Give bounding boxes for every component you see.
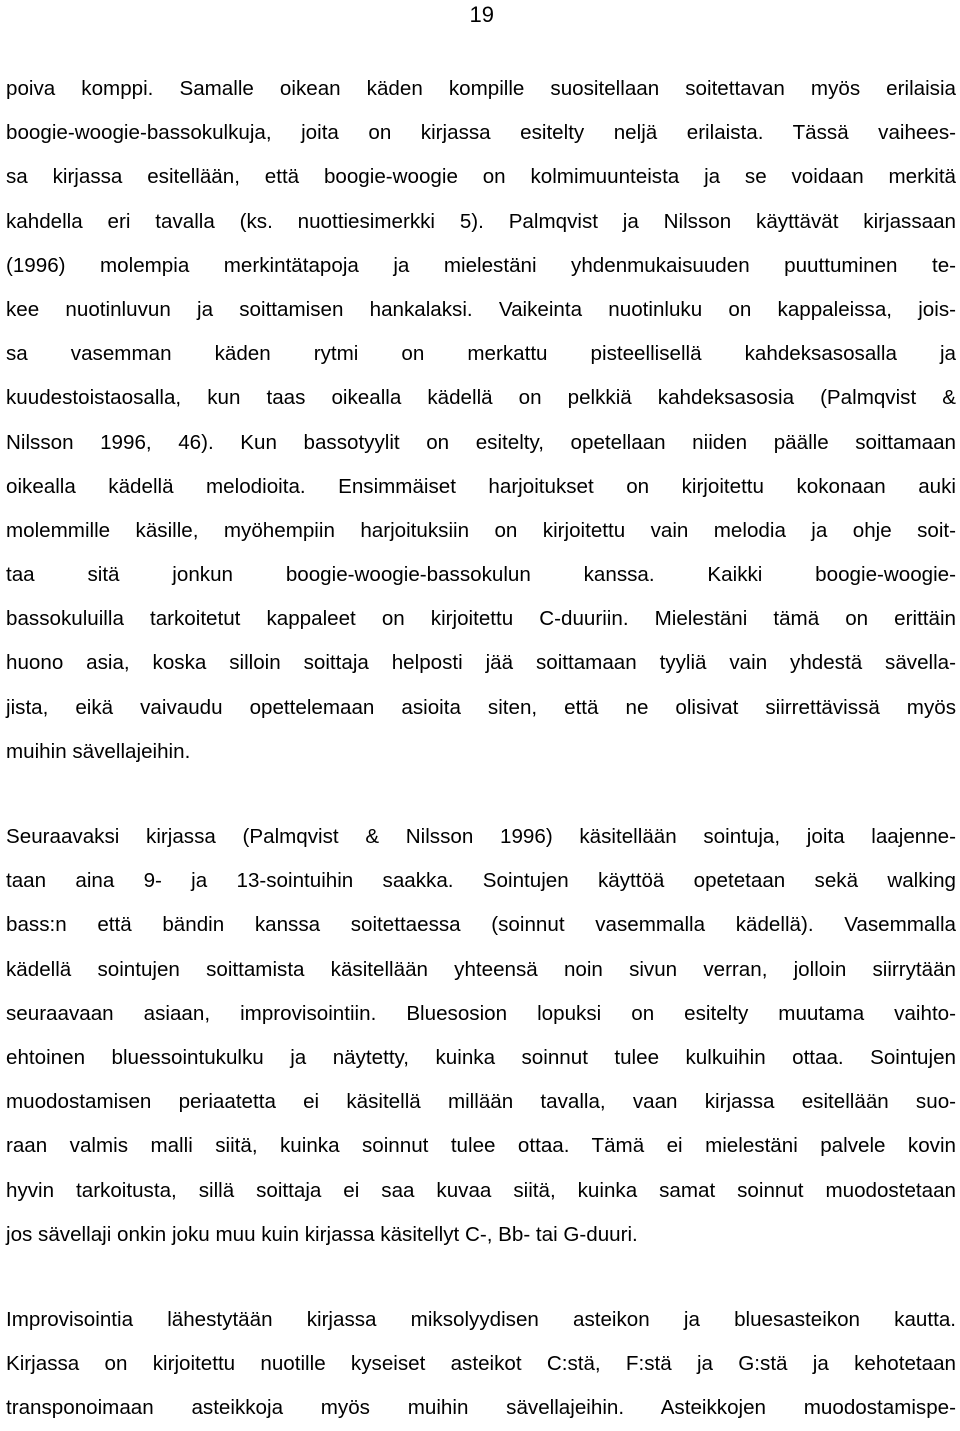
text-line: kahdella eri tavalla (ks. nuottiesimerkki 5). Palmqvist ja Nilsson käyttävät kirjassaan — [6, 209, 956, 233]
text-line: seuraavaan asiaan, improvisointiin. Bluesosion lopuksi on esitelty muutama vaihto- — [6, 1001, 956, 1025]
text-line: boogie-woogie-bassokulkuja, joita on kirjassa esitelty neljä erilaista. Tässä vaihees- — [6, 121, 956, 145]
text-line: transponoimaan asteikkoja myös muihin sävellajeihin. Asteikkojen muodostamispe- — [6, 1396, 956, 1420]
text-line: sa kirjassa esitellään, että boogie-woogie on kolmimuunteista ja se voidaan merkitä — [6, 165, 956, 189]
text-line: muihin sävellajeihin. — [6, 739, 191, 763]
text-line: bassokuluilla tarkoitetut kappaleet on kirjoitettu C-duuriin. Mielestäni tämä on erittäin — [6, 607, 956, 631]
text-line: taa sitä jonkun boogie-woogie-bassokulun kanssa. Kaikki boogie-woogie- — [6, 563, 956, 587]
text-line: kädellä sointujen soittamista käsitellään yhteensä noin sivun verran, jolloin siirrytään — [6, 957, 956, 981]
text-line: ehtoinen bluessointukulku ja näytetty, kuinka soinnut tulee kulkuihin ottaa. Sointujen — [6, 1045, 956, 1069]
text-line: hyvin tarkoitusta, sillä soittaja ei saa kuvaa siitä, kuinka samat soinnut muodostetaan — [6, 1178, 956, 1202]
text-line: Seuraavaksi kirjassa (Palmqvist & Nilsson 1996) käsitellään sointuja, joita laajenne- — [6, 825, 956, 848]
text-line: kuudestoistaosalla, kun taas oikealla kädellä on pelkkiä kahdeksasosia (Palmqvist & — [6, 386, 956, 410]
text-line: sa vasemman käden rytmi on merkattu pisteellisellä kahdeksasosalla ja — [6, 342, 956, 366]
text-line: bass:n että bändin kanssa soitettaessa (soinnut vasemmalla kädellä). Vasemmalla — [6, 913, 956, 937]
text-line: Kirjassa on kirjoitettu nuotille kyseiset asteikot C:stä, F:stä ja G:stä ja kehotetaan — [6, 1352, 956, 1376]
text-line: (1996) molempia merkintätapoja ja mielestäni yhdenmukaisuuden puuttuminen te- — [6, 253, 956, 277]
text-line: oikealla kädellä melodioita. Ensimmäiset harjoitukset on kirjoitettu kokonaan auki — [6, 474, 956, 498]
text-line: taan aina 9- ja 13-sointuihin saakka. Sointujen käyttöä opetetaan sekä walking — [6, 869, 956, 893]
text-line: poiva komppi. Samalle oikean käden kompille suositellaan soitettavan myös erilaisia — [6, 77, 956, 100]
text-line: jista, eikä vaivaudu opettelemaan asioita siten, että ne olisivat siirrettävissä myös — [6, 695, 956, 719]
paragraph-1 — [6, 67, 956, 774]
text-line: jos sävellaji onkin joku muu kuin kirjassa käsitellyt C-, Bb- tai G-duuri. — [6, 1222, 638, 1246]
text-line: raan valmis malli siitä, kuinka soinnut tulee ottaa. Tämä ei mielestäni palvele kovin — [6, 1134, 956, 1158]
paragraph-2 — [6, 815, 956, 1257]
text-line: huono asia, koska silloin soittaja helposti jää soittamaan tyyliä vain yhdestä sävella- — [6, 651, 956, 675]
text-line: Nilsson 1996, 46). Kun bassotyylit on esitelty, opetellaan niiden päälle soittamaan — [6, 430, 956, 454]
text-line: molemmille käsille, myöhempiin harjoituksiin on kirjoitettu vain melodia ja ohje soit- — [6, 518, 956, 542]
page-number: 19 — [469, 2, 494, 27]
text-line: muodostamisen periaatetta ei käsitellä millään tavalla, vaan kirjassa esitellään suo- — [6, 1090, 956, 1114]
paragraph-3 — [6, 1298, 956, 1431]
text-line: Improvisointia lähestytään kirjassa miksolyydisen asteikon ja bluesasteikon kautta. — [6, 1308, 956, 1331]
text-line: kee nuotinluvun ja soittamisen hankalaksi. Vaikeinta nuotinluku on kappaleissa, jois- — [6, 297, 956, 321]
